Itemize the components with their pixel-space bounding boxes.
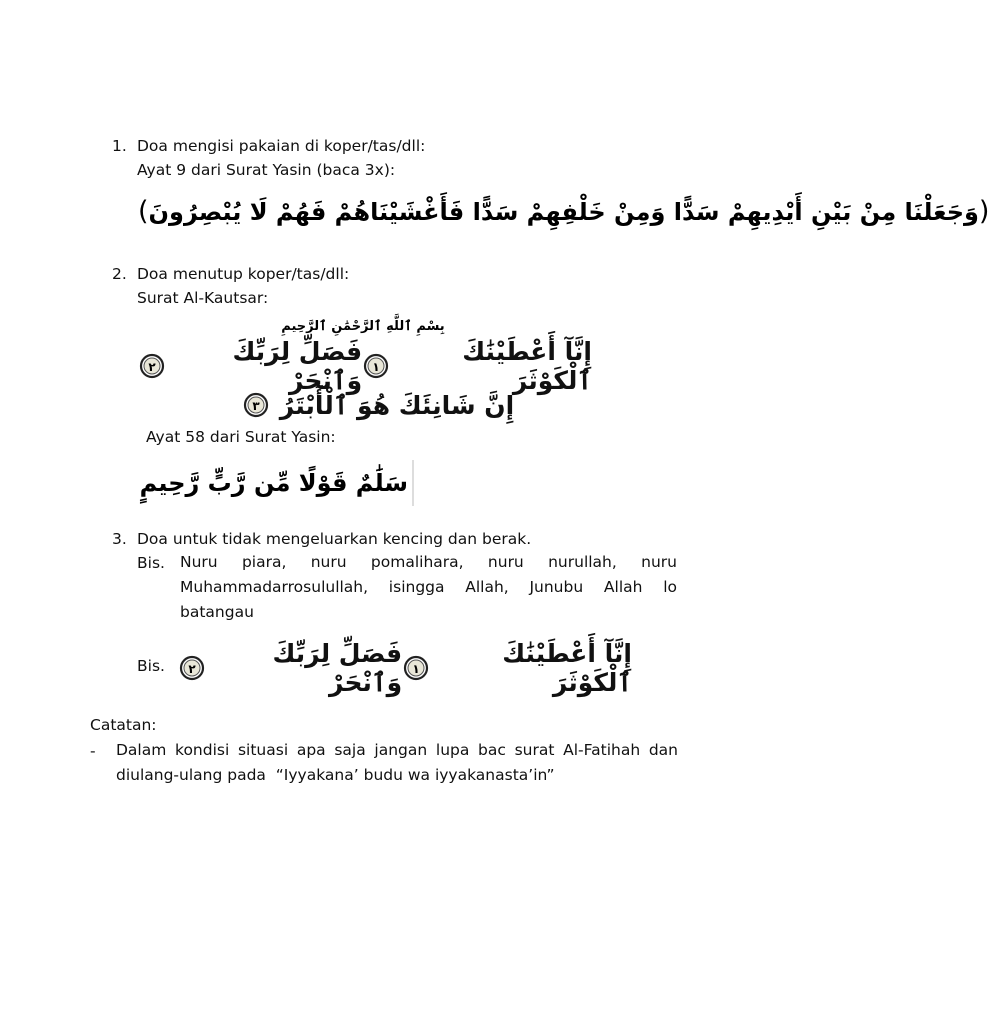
ayat-yasin-9-text: وَجَعَلْنَا مِنْ بَيْنِ أَيْدِيهِمْ سَدًّا وَمِنْ خَلْفِهِمْ سَدًّا فَأَغْشَيْنَاهُمْ فَهُمْ لَا يُبْصِرُونَ: [148, 197, 979, 226]
item-1-subtitle: Ayat 9 dari Surat Yasin (baca 3x):: [137, 161, 396, 179]
item-3-title: Doa untuk tidak mengeluarkan kencing dan berak.: [137, 530, 532, 548]
kautsar-3-text: إِنَّ شَانِئَكَ هُوَ ٱلْأَبْتَرُ: [279, 390, 515, 420]
bis-2-label: Bis.: [137, 657, 165, 675]
bis-2-verse-marker-2-icon: [178, 654, 206, 682]
item-2-number: 2.: [112, 265, 127, 283]
verse-marker-1-icon: [362, 352, 390, 380]
ayat-58-label: Ayat 58 dari Surat Yasin:: [146, 428, 336, 446]
kautsar-line-2: [228, 388, 528, 422]
item-1-title: Doa mengisi pakaian di koper/tas/dll:: [137, 137, 426, 155]
verse-marker-1-number: ١: [372, 360, 380, 374]
verse-marker-2-number: ٢: [148, 360, 156, 374]
ayat-yasin-9: [138, 196, 989, 227]
item-2-subtitle: Surat Al-Kautsar:: [137, 289, 269, 307]
kautsar-image: [138, 312, 592, 422]
kautsar-line-1: [138, 337, 592, 395]
paren-right: ): [978, 196, 989, 227]
bis-2-verse-marker-2-number: ٢: [188, 662, 196, 676]
bis-2-kautsar-1-text: إِنَّآ أَعْطَيْنَٰكَ ٱلْكَوْثَرَ: [502, 639, 632, 697]
paren-left: (: [138, 196, 149, 227]
item-1-number: 1.: [112, 137, 127, 155]
verse-marker-3-number: ٣: [252, 399, 260, 413]
bis-2-verse-marker-1-number: ١: [412, 662, 420, 676]
notes-line-2: diulang-ulang pada “Iyyakana’ budu wa iyyakanasta’in”: [116, 766, 555, 784]
notes-bullet: -: [90, 742, 96, 760]
yasin-58-text: سَلَٰمٌ قَوْلًا مِّن رَّبٍّ رَّحِيمٍ: [139, 469, 408, 497]
verse-marker-2-icon: [138, 352, 166, 380]
notes-heading: Catatan:: [90, 716, 157, 734]
item-3-number: 3.: [112, 530, 127, 548]
kautsar-1-text: إِنَّآ أَعْطَيْنَٰكَ ٱلْكَوْثَرَ: [462, 337, 592, 395]
verse-marker-3-icon: [242, 391, 270, 419]
bis-1-line-1: Nuru piara, nuru pomalihara, nuru nurullah, nuru: [180, 553, 677, 571]
kautsar-2-text: فَصَلِّ لِرَبِّكَ وَٱنْحَرْ: [232, 337, 363, 395]
basmala-text: بِسْمِ ٱللَّهِ ٱلرَّحْمَٰنِ ٱلرَّحِيمِ: [281, 319, 445, 334]
bis-2-kautsar-image: [178, 639, 632, 697]
bis-2-verse-marker-1-icon: [402, 654, 430, 682]
item-2-title: Doa menutup koper/tas/dll:: [137, 265, 350, 283]
yasin-58-image: [140, 460, 414, 506]
bis-1-label: Bis.: [137, 554, 165, 572]
bis-2-kautsar-2-text: فَصَلِّ لِرَبِّكَ وَٱنْحَرْ: [272, 639, 403, 697]
bis-1-line-3: batangau: [180, 603, 254, 621]
bis-1-line-2: Muhammadarrosulullah, isingga Allah, Junubu Allah lo: [180, 578, 677, 596]
notes-line-1: Dalam kondisi situasi apa saja jangan lupa bac surat Al-Fatihah dan: [116, 741, 678, 759]
